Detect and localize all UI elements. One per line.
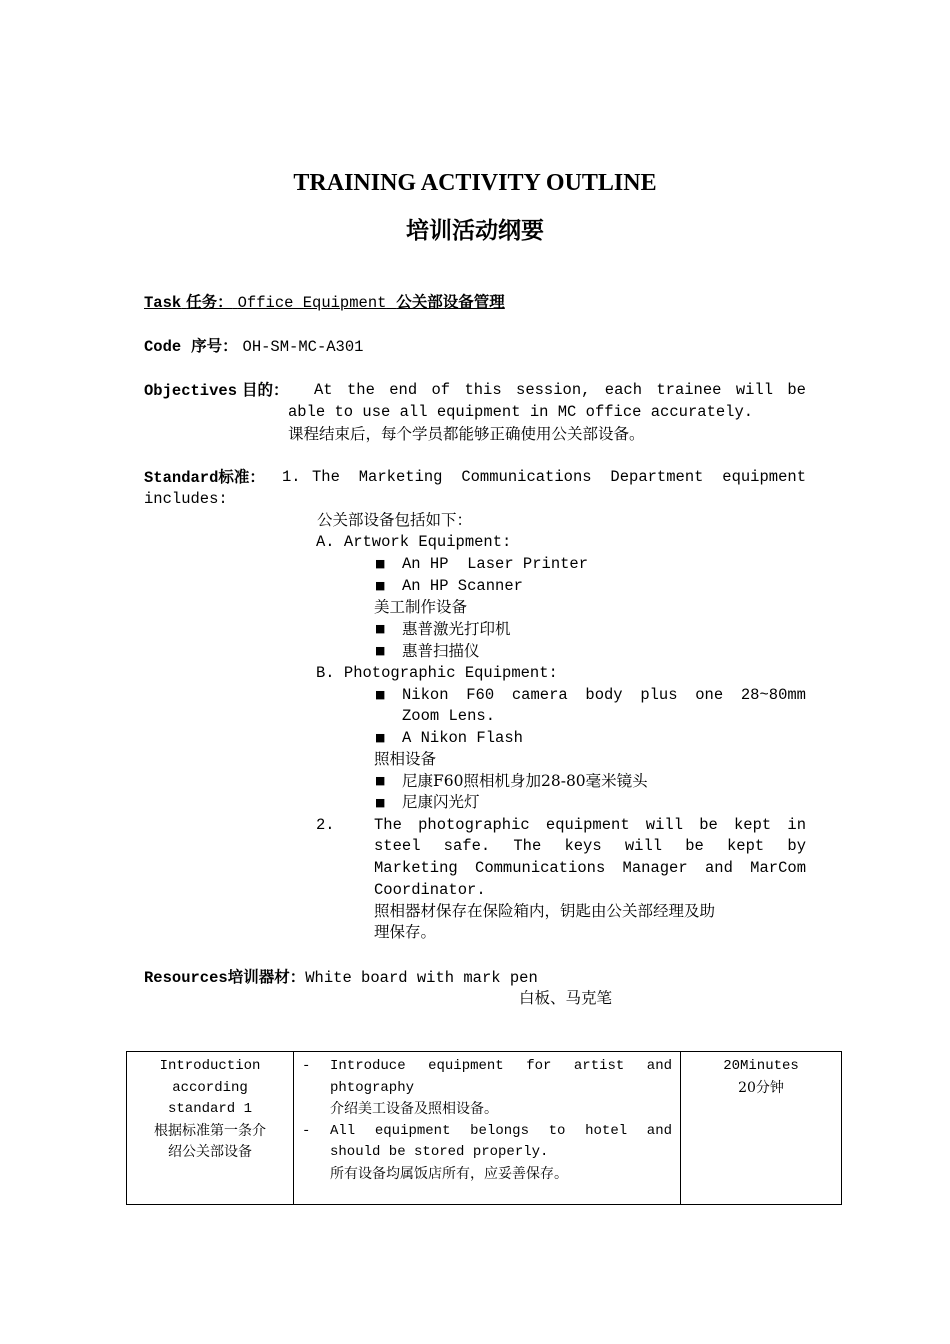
resources-value-chinese: 白板、马克笔 <box>519 989 613 1007</box>
bullet-icon: ■ <box>375 557 386 570</box>
duration-cell <box>681 1052 842 1205</box>
standard-intro-chinese: 公关部设备包括如下： <box>317 511 473 529</box>
list-item: 尼康F60照相机身加28-80毫米镜头 <box>402 772 648 790</box>
duration-line: 20Minutes <box>723 1058 799 1074</box>
bullet-icon: ■ <box>375 579 386 592</box>
topic-line: according <box>172 1079 248 1096</box>
point-2-chinese-line-2: 理保存。 <box>374 923 437 941</box>
point-2-line-2: steel safe. The keys will be kept by <box>374 837 806 855</box>
point-2-line-3: Marketing Communications Manager and MarCom <box>374 859 806 877</box>
objectives-label: Objectives 目的： <box>144 381 289 400</box>
objectives-text-chinese: 课程结束后，每个学员都能够正确使用公关部设备。 <box>288 425 645 443</box>
list-item: An HP Laser Printer <box>402 555 589 573</box>
content-line: should be stored properly. <box>330 1144 549 1160</box>
document-title: TRAINING ACTIVITY OUTLINE <box>293 170 657 196</box>
table-row <box>127 1052 842 1205</box>
topic-cell <box>127 1052 294 1205</box>
list-item-continuation: Zoom Lens. <box>402 707 496 725</box>
point-2-chinese-line-1: 照相器材保存在保险箱内，钥匙由公关部经理及助 <box>374 902 716 920</box>
list-item: Nikon F60 camera body plus one 28~80mm <box>402 686 806 704</box>
task-line: Task 任务： Office Equipment 公关部设备管理 <box>144 293 505 312</box>
duration-line: 20分钟 <box>738 1079 784 1096</box>
content-line: phtography <box>330 1079 415 1096</box>
content-line: 介绍美工设备及照相设备。 <box>330 1101 498 1117</box>
list-item: An HP Scanner <box>402 577 523 595</box>
objectives-text-line-1: At the end of this session, each trainee will be <box>314 381 806 399</box>
point-2-line-1: The photographic equipment will be kept in <box>374 816 806 834</box>
dash-icon: - <box>302 1122 311 1139</box>
content-line: Introduce equipment for artist and <box>330 1058 672 1074</box>
bullet-icon: ■ <box>375 731 386 744</box>
objectives-text-line-2: able to use all equipment in MC office accurately. <box>288 403 754 421</box>
list-item: 惠普扫描仪 <box>402 642 480 660</box>
bullet-icon: ■ <box>375 644 386 657</box>
dash-icon: - <box>302 1058 311 1074</box>
topic-line: Introduction <box>159 1058 261 1074</box>
standard-intro-line-2: includes: <box>144 490 228 508</box>
content-bullet <box>302 1056 672 1121</box>
list-item: 尼康闪光灯 <box>402 793 480 811</box>
standard-number-1: 1. <box>282 468 301 486</box>
bullet-icon: ■ <box>375 774 386 787</box>
list-item: A Nikon Flash <box>402 729 523 747</box>
photographic-equipment-heading-chinese: 照相设备 <box>374 750 437 768</box>
artwork-equipment-heading: A. Artwork Equipment: <box>316 533 512 551</box>
content-line: All equipment belongs to hotel and <box>330 1122 672 1139</box>
bullet-icon: ■ <box>375 796 386 809</box>
content-line: 所有设备均属饭店所有，应妥善保存。 <box>330 1165 568 1182</box>
topic-line: standard 1 <box>167 1101 252 1117</box>
list-item: 惠普激光打印机 <box>402 620 511 638</box>
content-bullet <box>302 1121 672 1186</box>
standard-intro-line-1: The Marketing Communications Department equipment <box>312 468 806 486</box>
standard-number-2: 2. <box>316 816 335 834</box>
code-line: Code 序号： OH-SM-MC-A301 <box>144 337 364 356</box>
bullet-icon: ■ <box>375 622 386 635</box>
topic-line: 绍公关部设备 <box>168 1144 252 1160</box>
artwork-equipment-heading-chinese: 美工制作设备 <box>374 598 468 616</box>
topic-line: 根据标准第一条介 <box>154 1122 266 1139</box>
bullet-icon: ■ <box>375 688 386 701</box>
point-2-line-4: Coordinator. <box>374 881 486 899</box>
photographic-equipment-heading: B. Photographic Equipment: <box>316 664 558 682</box>
activity-table <box>126 1051 842 1205</box>
standard-label: Standard标准： <box>144 468 265 487</box>
resources-line: Resources培训器材：White board with mark pen <box>144 968 538 987</box>
content-cell <box>294 1052 681 1205</box>
document-title-chinese: 培训活动纲要 <box>406 218 544 244</box>
